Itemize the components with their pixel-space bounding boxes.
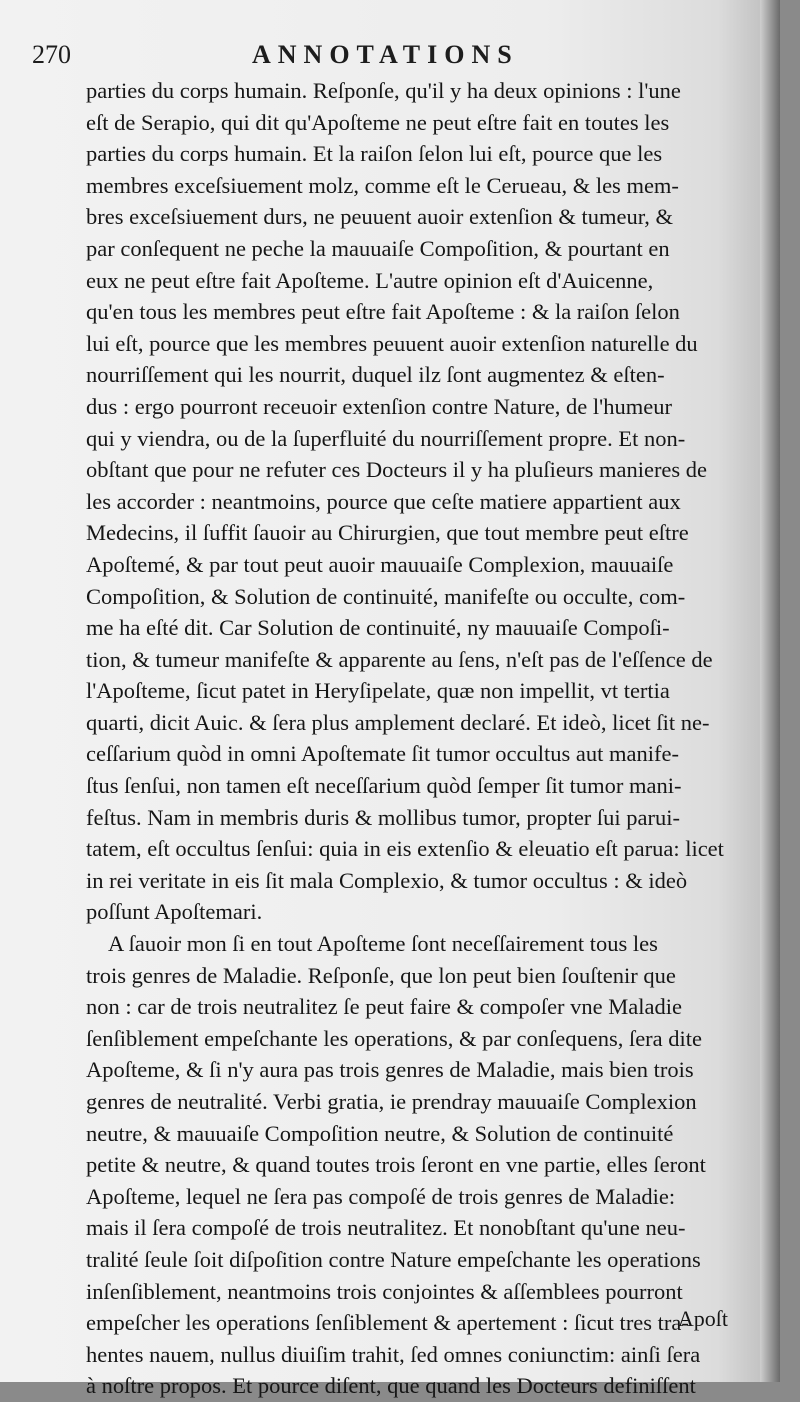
text-line: ceſſarium quòd in omni Apoſtemate ſit tumor occultus aut manife- (86, 741, 679, 767)
text-line: Apoſteme, lequel ne ſera pas compoſé de trois genres de Maladie: (86, 1183, 676, 1209)
page-header (32, 40, 750, 76)
text-line: non : car de trois neutralitez ſe peut faire & compoſer vne Maladie (86, 994, 683, 1020)
text-line: ſtus ſenſui, non tamen eſt neceſſarium quòd ſemper ſit tumor mani- (86, 773, 682, 799)
text-line: Apoſteme, & ſi n'y aura pas trois genres de Maladie, mais bien trois (86, 1057, 694, 1083)
body-text (86, 75, 766, 1402)
text-line: feſtus. Nam in membris duris & mollibus tumor, propter ſui parui- (86, 804, 681, 830)
page-gutter (760, 0, 780, 1382)
text-line: eux ne peut eſtre fait Apoſteme. L'autre opinion eſt d'Auicenne, (86, 267, 654, 293)
text-line: dus : ergo pourront receuoir extenſion contre Nature, de l'humeur (86, 393, 672, 419)
text-line: parties du corps humain. Reſponſe, qu'il y ha deux opinions : l'une (86, 78, 681, 103)
text-line: eſt de Serapio, qui dit qu'Apoſteme ne peut eſtre fait en toutes les (86, 109, 670, 135)
text-line: bres exceſsiuement durs, ne peuuent auoir extenſion & tumeur, & (86, 204, 674, 230)
text-line: trois genres de Maladie. Reſponſe, que lon peut bien ſouſtenir que (86, 962, 676, 988)
text-line: petite & neutre, & quand toutes trois ſeront en vne partie, elles ſeront (86, 1152, 706, 1178)
text-line: les accorder : neantmoins, pource que ceſte matiere appartient aux (86, 488, 681, 514)
text-line: parties du corps humain. Et la raiſon ſelon lui eſt, pource que les (86, 141, 663, 167)
text-line: obſtant que pour ne refuter ces Docteurs il y ha pluſieurs manieres de (86, 457, 708, 483)
text-line: poſſunt Apoſtemari. (86, 899, 263, 925)
text-line: neutre, & mauuaiſe Compoſition neutre, & Solution de continuité (86, 1120, 674, 1146)
text-line: A ſauoir mon ſi en tout Apoſteme ſont neceſſairement tous les (108, 931, 658, 957)
text-line: qu'en tous les membres peut eſtre fait Apoſteme : & la raiſon ſelon (86, 299, 680, 325)
text-line: genres de neutralité. Verbi gratia, ie prendray mauuaiſe Complexion (86, 1089, 697, 1114)
text-line: me ha eſté dit. Car Solution de continuité, ny mauuaiſe Compoſi- (86, 615, 670, 641)
text-line: Compoſition, & Solution de continuité, manifeſte ou occulte, com- (86, 583, 686, 609)
text-line: qui y viendra, ou de la ſuperfluité du nourriſſement propre. Et non- (86, 425, 686, 451)
text-line: mais il ſera compoſé de trois neutralitez. Et nonobſtant qu'une neu- (86, 1215, 686, 1241)
text-line: quarti, dicit Auic. & ſera plus amplement declaré. Et ideò, licet ſit ne- (86, 709, 710, 735)
text-line: Medecins, il ſuffit ſauoir au Chirurgien, que tout membre peut eſtre (86, 520, 689, 546)
page-number: 270 (32, 40, 71, 69)
text-line: membres exceſsiuement molz, comme eſt le Cerueau, & les mem- (86, 172, 679, 198)
text-line: inſenſiblement, neantmoins trois conjointes & aſſemblees pourront (86, 1278, 683, 1304)
text-line: hentes nauem, nullus diuiſim trahit, ſed omnes coniunctim: ainſi ſera (86, 1341, 701, 1367)
text-line: ſenſiblement empeſchante les operations, & par conſequens, ſera dite (86, 1025, 703, 1051)
text-line: tion, & tumeur manifeſte & apparente au ſens, n'eſt pas de l'eſſence de (86, 646, 713, 672)
text-line: l'Apoſteme, ſicut patet in Heryſipelate, quæ non impellit, vt tertia (86, 678, 670, 704)
text-line: empeſcher les operations ſenſiblement & apertement : ſicut tres tra- (86, 1310, 689, 1336)
running-title: ANNOTATIONS (252, 40, 519, 69)
text-line: tralité ſeule ſoit diſpoſition contre Nature empeſchante les operations (86, 1246, 701, 1272)
text-line: Apoſtemé, & par tout peut auoir mauuaiſe Complexion, mauuaiſe (86, 551, 674, 577)
catchword: Apoſt (677, 1306, 728, 1331)
text-line: nourriſſement qui les nourrit, duquel ilz ſont augmentez & eſten- (86, 362, 665, 388)
text-line: tatem, eſt occultus ſenſui: quia in eis extenſio & eleuatio eſt parua: licet (86, 836, 724, 862)
text-line: à noſtre propos. Et pource diſent, que quand les Docteurs definiſſent (86, 1373, 696, 1399)
text-line: par conſequent ne peche la mauuaiſe Compoſition, & pourtant en (86, 235, 670, 261)
text-line: lui eſt, pource que les membres peuuent auoir extenſion naturelle du (86, 330, 698, 356)
text-line: in rei veritate in eis ſit mala Complexio, & tumor occultus : & ideò (86, 867, 688, 893)
